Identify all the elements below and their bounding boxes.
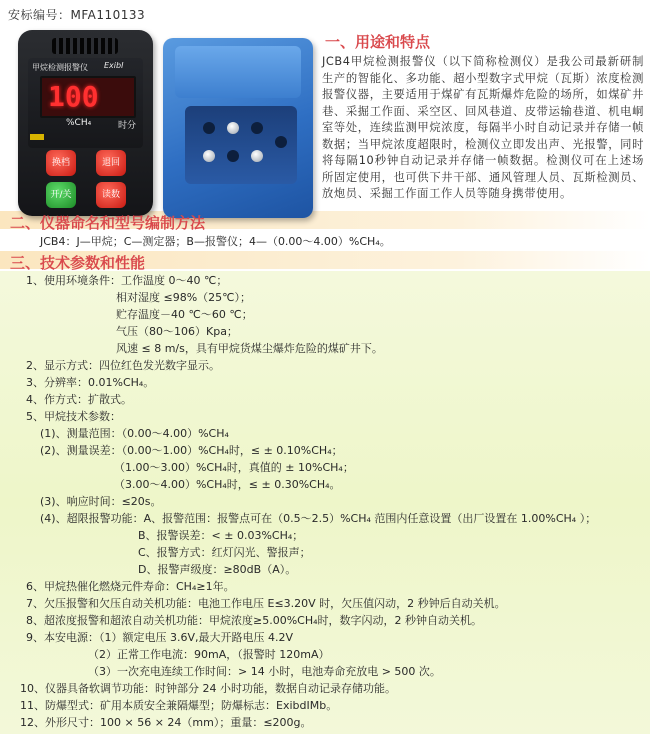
spec-line: 相对湿度 ≤98%（25℃）；: [116, 291, 252, 304]
contact-slot: [275, 136, 287, 148]
spec-line: 风速 ≤ 8 m/s，具有甲烷货煤尘爆炸危险的煤矿井下。: [116, 342, 383, 355]
display-reading: 100: [48, 80, 99, 113]
switch-button: 换档: [46, 150, 76, 176]
spec-line: D、报警声级度：≥80dB（A）。: [138, 563, 297, 576]
speaker-grill: [52, 38, 118, 54]
charger-case-photo: [163, 38, 313, 218]
spec-line: C、报警方式：红灯闪光、警报声；: [138, 546, 311, 559]
spec-line: 9、本安电源：（1）额定电压 3.6V,最大开路电压 4.2V: [26, 631, 294, 644]
spec-line: （3.00～4.00）%CH₄时，≤ ± 0.30%CH₄。: [114, 478, 341, 491]
device-brand: 甲烷检测报警仪: [32, 63, 88, 72]
doc-code: 安标编号：MFA110133: [8, 8, 146, 22]
read-button: 读数: [96, 182, 126, 208]
spec-line: 8、超浓度报警和超浓自动关机功能：甲烷浓度≥5.00%CH₄时，数字闪动，2 秒钟自动关机。: [26, 614, 483, 627]
section2-title: 二、仪器命名和型号编制方法: [10, 214, 206, 232]
contact-pin: [203, 150, 215, 162]
contact-slot: [203, 122, 215, 134]
contact-pin: [251, 150, 263, 162]
spec-line: （2）正常工作电流：90mA，（报警时 120mA）: [88, 648, 330, 661]
spec-line: 4、作方式：扩散式。: [26, 393, 132, 406]
section1-title: 一、用途和特点: [325, 33, 431, 51]
display-unit-time: 时分: [118, 121, 137, 131]
section1-body: JCB4甲烷检测报警仪（以下简称检测仪）是我公司最新研制生产的智能化、多功能、超小型数字式甲烷（瓦斯）浓度检测报警仪器，主要适用于煤矿有瓦斯爆炸危险的场所，如煤矿井巷、采掘工作面、采空区、回风巷道、皮带运输巷道、机电峒室等处，连续监测甲烷浓度，每隔半小时自动记录并存储一帧数据；当甲烷浓度超限时，检测仪立即发出声、光报警，同时将每隔10秒钟自动记录并存储一帧数据。检测仪可在上述场所固定使用，也可供下井干部、通风管理人员、瓦斯检测员、放炮员、采掘工作面工作人员等随身携带使用。: [322, 55, 644, 200]
power-button: 开/关: [46, 182, 76, 208]
spec-line: 11、防爆型式：矿用本质安全兼隔爆型；防爆标志：ExibdIMb。: [20, 699, 338, 712]
device-brand-code: ExibI: [104, 61, 124, 70]
back-button: 退回: [96, 150, 126, 176]
spec-line: (2)、测量误差：（0.00～1.00）%CH₄时，≤ ± 0.10%CH₄；: [40, 444, 343, 457]
spec-line: 贮存温度－40 ℃～60 ℃；: [116, 308, 253, 321]
spec-line: （1.00～3.00）%CH₄时，真值的 ± 10%CH₄；: [114, 461, 354, 474]
section3-title: 三、技术参数和性能: [10, 254, 146, 272]
spec-line: 2、显示方式：四位红色发光数字显示。: [26, 359, 220, 372]
ma-mark: [30, 134, 44, 140]
case-lid: [175, 46, 301, 98]
detector-photo: [18, 30, 153, 216]
contact-pin: [227, 122, 239, 134]
contact-slot: [227, 150, 239, 162]
led-display: [40, 76, 136, 118]
spec-line: 10、仪器具备软调节功能：时钟部分 24 小时功能，数据自动记录存储功能。: [20, 682, 396, 695]
spec-line: (1)、测量范围：（0.00～4.00）%CH₄: [40, 427, 229, 440]
section2-line: JCB4：J—甲烷；C—测定器；B—报警仪；4—（0.00～4.00）%CH₄。: [40, 235, 391, 248]
spec-line: 12、外形尺寸：100 × 56 × 24（mm）；重量：≤200g。: [20, 716, 312, 729]
spec-line: 1、使用环境条件：工作温度 0～40 ℃；: [26, 274, 228, 287]
display-unit: %CH₄: [66, 118, 92, 128]
spec-line: (4)、超限报警功能：A、报警范围：报警点可在（0.5～2.5）%CH₄ 范围内任意设置（出厂设置在 1.00%CH₄ ）；: [40, 512, 597, 525]
spec-line: 6、甲烷热催化燃烧元件寿命：CH₄≥1年。: [26, 580, 235, 593]
spec-line: 气压（80～106）Kpa；: [116, 325, 238, 338]
spec-line: 7、欠压报警和欠压自动关机功能：电池工作电压 E≤3.20V 时，欠压值闪动，2 秒钟后自动关机。: [26, 597, 506, 610]
spec-line: (3)、响应时间：≤20s。: [40, 495, 162, 508]
spec-line: （3）一次充电连续工作时间：> 14 小时，电池寿命充放电 > 500 次。: [88, 665, 441, 678]
spec-line: 5、甲烷技术参数：: [26, 410, 121, 423]
spec-line: 3、分辨率：0.01%CH₄。: [26, 376, 155, 389]
contact-slot: [251, 122, 263, 134]
spec-line: B、报警误差：< ± 0.03%CH₄；: [138, 529, 304, 542]
